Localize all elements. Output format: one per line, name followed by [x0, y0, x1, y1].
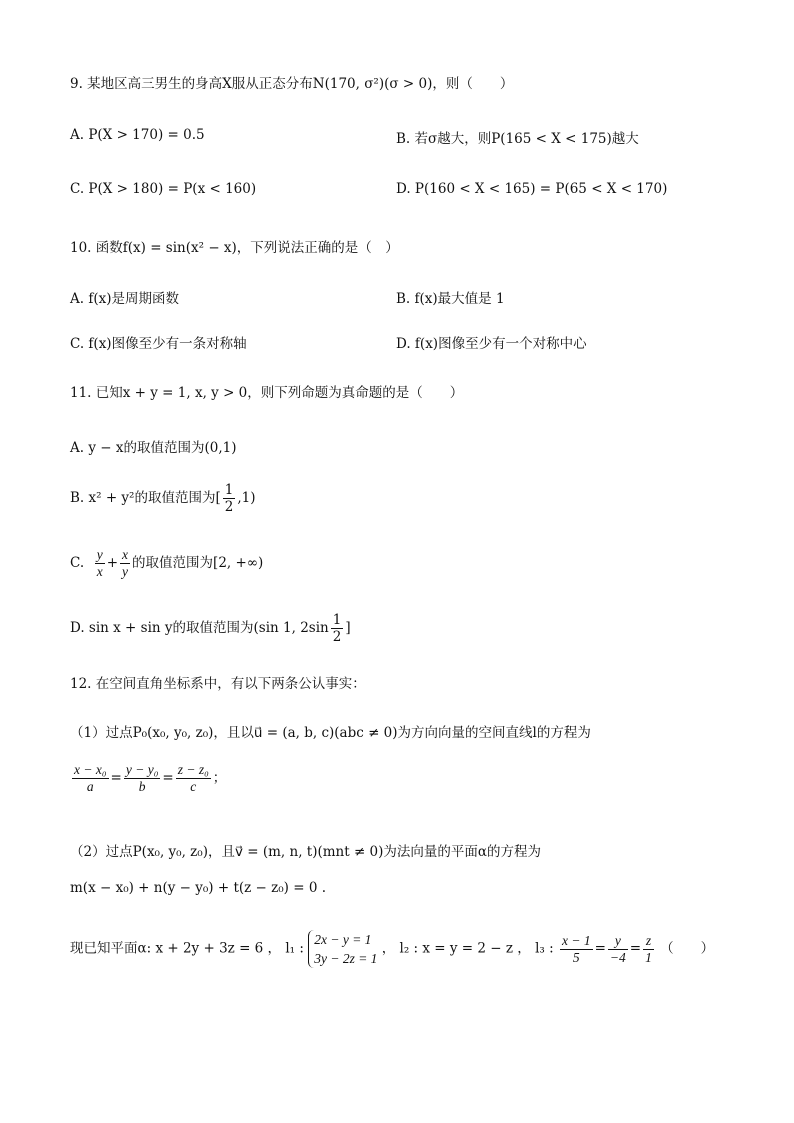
q9-option-c: C. P(X > 180) = P(x < 160) [70, 181, 257, 197]
fraction-denominator: b [138, 779, 146, 794]
q11-c-suffix: 的取值范围为[2, +∞) [132, 555, 264, 571]
l3-fraction-x [560, 933, 593, 966]
q11-b-fraction [223, 482, 236, 515]
fraction-numerator: 1 [224, 482, 234, 498]
l1-equation-1: 2x − y = 1 [314, 932, 372, 947]
q10-option-c: C. f(x)图像至少有一条对称轴 [70, 336, 247, 352]
q11-option-c [70, 547, 263, 580]
eq1-fraction-y [124, 762, 161, 795]
q10-option-b: B. f(x)最大值是 1 [396, 291, 505, 307]
fraction-numerator: x − x₀ [74, 762, 107, 777]
q12-final-statement [70, 930, 714, 968]
q12-fact-2: （2）过点P(x₀, y₀, z₀)，且v⃗ = (m, n, t)(mnt ≠ 0)为法向量的平面α的方程为 [70, 844, 542, 860]
equals-sign: = [162, 770, 174, 786]
fraction-numerator: x [122, 547, 129, 562]
q11-option-a: A. y − x的取值范围为(0,1) [70, 440, 237, 456]
q11-c-prefix: C. [70, 555, 85, 571]
q11-d-prefix: D. sin x + sin y的取值范围为(sin 1, 2sin [70, 620, 329, 636]
fraction-denominator: y [122, 564, 129, 579]
fraction-numerator: z [643, 933, 654, 950]
fraction-denominator: 5 [572, 949, 580, 965]
q10-stem: 10. 函数f(x) = sin(x² − x)，下列说法正确的是（ ） [70, 240, 399, 256]
fraction-numerator: 1 [332, 612, 342, 628]
l3-fraction-z [643, 933, 654, 966]
fraction-denominator: c [190, 779, 197, 794]
eq1-fraction-z [176, 762, 211, 795]
final-middle: ， l₂ : x = y = 2 − z ， l₃ : [381, 940, 554, 957]
q11-c-fraction-1 [95, 547, 105, 580]
fraction-denominator: a [86, 779, 94, 794]
equals-sign: = [110, 770, 122, 786]
equals-sign: = [629, 940, 642, 957]
q10-option-a: A. f(x)是周期函数 [70, 291, 179, 307]
fraction-numerator: y [96, 547, 103, 562]
q11-d-suffix: ] [345, 620, 351, 636]
q11-option-b [70, 482, 255, 515]
q11-d-fraction [331, 612, 344, 645]
q11-c-fraction-2 [120, 547, 130, 580]
q11-stem: 11. 已知x + y = 1, x, y > 0，则下列命题为真命题的是（ ） [70, 385, 464, 401]
equals-sign: = [594, 940, 606, 957]
fraction-denominator: x [96, 564, 103, 579]
fraction-denominator: 1 [645, 949, 652, 965]
l1-system [308, 930, 377, 968]
fraction-numerator: z − z₀ [177, 762, 209, 777]
q9-stem: 9. 某地区高三男生的身高X服从正态分布N(170, σ²)(σ > 0)，则（ ） [70, 76, 514, 92]
q11-b-prefix: B. x² + y²的取值范围为[ [70, 490, 221, 506]
q9-option-b: B. 若σ越大，则P(165 < X < 175)越大 [396, 131, 639, 147]
q12-line-equation [70, 762, 226, 795]
final-prefix: 现已知平面α: x + 2y + 3z = 6 ， l₁ : [70, 940, 304, 957]
q12-stem: 12. 在空间直角坐标系中，有以下两条公认事实： [70, 676, 366, 692]
answer-parentheses: （ ） [660, 940, 715, 957]
fraction-denominator: 2 [224, 499, 234, 515]
plus-sign: + [106, 555, 119, 571]
q9-option-d: D. P(160 < X < 165) = P(65 < X < 170) [396, 181, 668, 197]
q12-fact-1: （1）过点P₀(x₀, y₀, z₀)，且以u⃗ = (a, b, c)(abc ≠ 0)为方向向量的空间直线l的方程为 [70, 725, 591, 741]
semicolon: ； [212, 770, 227, 786]
q11-b-suffix: ,1) [237, 490, 256, 506]
l3-fraction-y [608, 933, 628, 966]
q11-option-d [70, 612, 351, 645]
fraction-numerator: y [608, 933, 628, 950]
q12-plane-equation: m(x − x₀) + n(y − y₀) + t(z − z₀) = 0 . [70, 880, 326, 896]
l1-equation-2: 3y − 2z = 1 [314, 951, 378, 966]
fraction-denominator: 2 [332, 629, 342, 645]
q9-option-a: A. P(X > 170) = 0.5 [70, 127, 205, 143]
fraction-denominator: −4 [609, 949, 626, 965]
fraction-numerator: x − 1 [561, 932, 591, 948]
q10-option-d: D. f(x)图像至少有一个对称中心 [396, 336, 587, 352]
eq1-fraction-x [72, 762, 109, 795]
fraction-numerator: y − y₀ [125, 762, 159, 777]
